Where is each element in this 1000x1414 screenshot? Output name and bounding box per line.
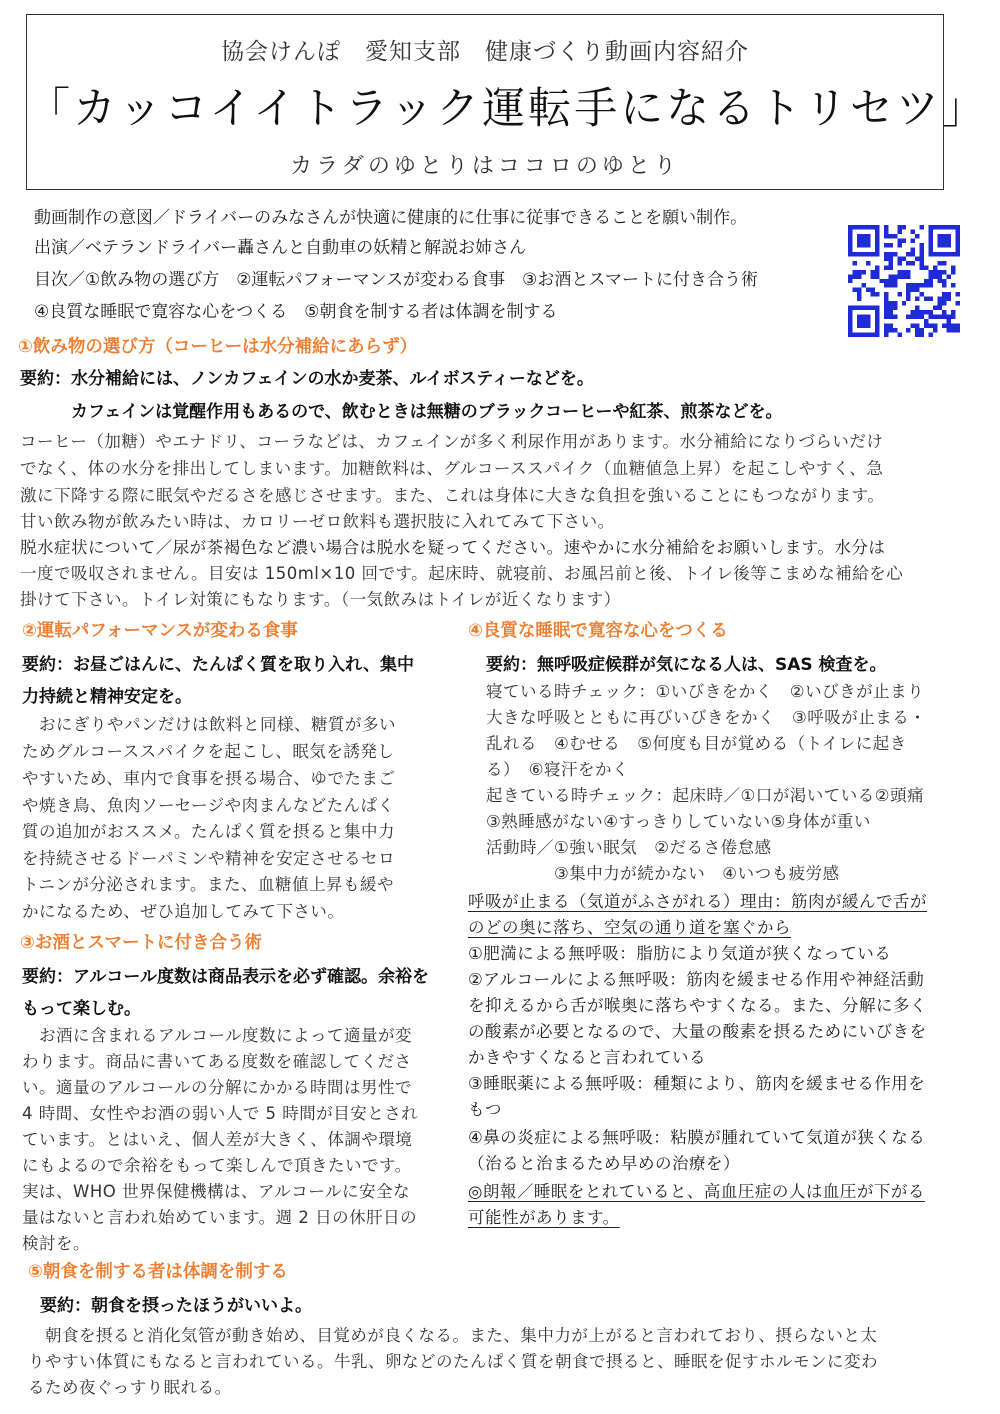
section4-reason-line: のどの奥に落ち、空気の通り道を塞ぐから: [468, 918, 791, 937]
section4-cause-line: を抑えるから舌が喉奥に落ちやすくなる。また、分解に多く: [468, 996, 927, 1015]
section4-summary: 要約：無呼吸症候群が気になる人は、SAS 検査を。: [486, 655, 887, 675]
section4-check-line: 寝ている時チェック：①いびきをかく ②いびきが止まり: [486, 682, 925, 701]
section5-body-line: りやすい体質にもなると言われている。牛乳、卵などのたんぱく質を朝食で摂ると、睡眠を促すホルモンに変わ: [28, 1352, 878, 1371]
section1-body-line: 甘い飲み物が飲みたい時は、カロリーゼロ飲料も選択肢に入れてみて下さい。: [20, 512, 615, 531]
section4-heading: ④良質な睡眠で寛容な心をつくる: [468, 621, 728, 641]
section4-news-line: 可能性があります。: [468, 1208, 620, 1227]
section2-summary-1: 要約：お昼ごはんに、たんぱく質を取り入れ、集中: [22, 655, 415, 675]
section5-body-line: るため夜ぐっすり眠れる。: [28, 1378, 232, 1397]
page-title: 「カッコイイトラック運転手になるトリセツ」: [27, 84, 988, 134]
qr-code-icon[interactable]: [848, 225, 960, 337]
section4-cause-line: ④鼻の炎症による無呼吸：粘膜が腫れていて気道が狭くなる: [468, 1128, 926, 1147]
section4-check-line: ③集中力が続かない ④いつも疲労感: [486, 864, 840, 883]
section1-body-line: 激に下降する際に眠気やだるさを感じさせます。また、これは身体に大きな負担を強いることにもつながります。: [20, 486, 885, 505]
section4-check-line: ③熟睡感がない④すっきりしていない⑤身体が重い: [486, 812, 871, 831]
section1-body-line: 脱水症状について／尿が茶褐色など濃い場合は脱水を疑ってください。速やかに水分補給をお願いします。水分は: [20, 538, 886, 557]
section4-check-line: る） ⑥寝汗をかく: [486, 760, 630, 779]
intro-cast: 出演／ベテランドライバー轟さんと自動車の妖精と解説お姉さん: [34, 238, 527, 258]
section4-check-line: 大きな呼吸とともに再びいびきをかく ③呼吸が止まる・: [486, 708, 927, 727]
section4-cause-line: ①肥満による無呼吸：脂肪により気道が狭くなっている: [468, 944, 892, 963]
intro-purpose: 動画制作の意図／ドライバーのみなさんが快適に健康的に仕事に従事できることを願い制作。: [34, 208, 748, 228]
section2-body-line: トニンが分泌されます。また、血糖値上昇も緩や: [22, 875, 395, 894]
section4-cause-line: ③睡眠薬による無呼吸：種類により、筋肉を緩ませる作用を: [468, 1074, 926, 1093]
section2-body-line: かになるため、ぜひ追加してみて下さい。: [22, 902, 345, 921]
organization-line: 協会けんぽ 愛知支部 健康づくり動画内容紹介: [221, 39, 749, 65]
section4-check-line: 乱れる ④むせる ⑤何度も目が覚める（トイレに起き: [486, 734, 907, 753]
intro-toc-2: ④良質な睡眠で寛容な心をつくる ⑤朝食を制する者は体調を制する: [34, 302, 558, 322]
section3-body-line: 検討を。: [22, 1234, 90, 1253]
section4-cause-line: ②アルコールによる無呼吸：筋肉を緩ませる作用や神経活動: [468, 970, 925, 989]
section1-body-line: でなく、体の水分を排出してしまいます。加糖飲料は、グルコーススパイク（血糖値急上昇）を起こしやすく、急: [20, 459, 884, 478]
section4-check-line: 活動時／①強い眠気 ②だるさ倦怠感: [486, 838, 772, 857]
section3-body-line: 実は、WHO 世界保健機構は、アルコールに安全な: [22, 1182, 410, 1201]
section2-body-line: 質の追加がおススメ。たんぱく質を摂ると集中力: [22, 822, 396, 841]
section3-body-line: お酒に含まれるアルコール度数によって適量が変: [22, 1026, 413, 1045]
section4-cause-line: の酸素が必要となるので、大量の酸素を摂るためにいびきを: [468, 1022, 927, 1041]
section4-cause-line: もつ: [468, 1100, 502, 1119]
page-subtitle: カラダのゆとりはココロのゆとり: [290, 154, 680, 179]
section3-body-line: い。適量のアルコールの分解にかかる時間は男性で: [22, 1078, 413, 1097]
section2-body-line: を持続させるドーパミンや精神を安定させるセロ: [22, 849, 396, 868]
section3-summary-2: もって楽しむ。: [22, 999, 141, 1019]
section1-summary-2: カフェインは覚醒作用もあるので、飲むときは無糖のブラックコーヒーや紅茶、煎茶などを。: [20, 402, 783, 422]
section2-body-line: おにぎりやパンだけは飲料と同様、糖質が多い: [22, 715, 396, 734]
section4-news-line: ◎朗報／睡眠をとれていると、高血圧症の人は血圧が下がる: [468, 1182, 925, 1201]
section3-body-line: わります。商品に書いてある度数を確認してくださ: [22, 1052, 412, 1071]
section2-body-line: や焼き鳥、魚肉ソーセージや肉まんなどたんぱく: [22, 796, 395, 815]
section3-heading: ③お酒とスマートに付き合う術: [20, 933, 262, 953]
section3-summary-1: 要約：アルコール度数は商品表示を必ず確認。余裕を: [22, 967, 429, 987]
section1-summary-1: 要約：水分補給には、ノンカフェインの水か麦茶、ルイボスティーなどを。: [20, 369, 594, 389]
section5-body-line: 朝食を摂ると消化気管が動き始め、目覚めが良くなる。また、集中力が上がると言われており、摂らないと太: [28, 1326, 878, 1345]
section4-reason-line: 呼吸が止まる（気道がふさがれる）理由：筋肉が緩んで舌が: [468, 892, 927, 911]
section1-body-line: 掛けて下さい。トイレ対策にもなります。（一気飲みはトイレが近くなります）: [20, 590, 621, 609]
section3-body-line: ています。とはいえ、個人差が大きく、体調や環境: [22, 1130, 413, 1149]
section3-body-line: 4 時間、女性やお酒の弱い人で 5 時間が目安とされ: [22, 1104, 419, 1123]
section4-cause-line: （治ると治まるため早めの治療を）: [468, 1154, 740, 1173]
section5-summary: 要約：朝食を摂ったほうがいいよ。: [40, 1296, 312, 1316]
section4-check-line: 起きている時チェック：起床時／①口が渇いている②頭痛: [486, 786, 925, 805]
section1-heading: ①飲み物の選び方（コーヒーは水分補給にあらず）: [18, 337, 418, 357]
section1-body-line: コーヒー（加糖）やエナドリ、コーラなどは、カフェインが多く利尿作用があります。水分補給になりづらいだけ: [20, 432, 884, 451]
section2-body-line: ためグルコーススパイクを起こし、眠気を誘発し: [22, 742, 395, 761]
section4-cause-line: かきやすくなると言われている: [468, 1048, 706, 1067]
section3-body-line: 量はないと言われ始めています。週 2 日の休肝日の: [22, 1208, 418, 1227]
section5-heading: ⑤朝食を制する者は体調を制する: [28, 1262, 288, 1282]
section1-body-line: 一度で吸収されません。目安は 150ml×10 回です。起床時、就寝前、お風呂前と後、トイレ後等こまめな補給を心: [20, 564, 904, 583]
section2-body-line: やすいため、車内で食事を摂る場合、ゆでたまご: [22, 769, 396, 788]
section2-summary-2: 力持続と精神安定を。: [22, 687, 192, 707]
section2-heading: ②運転パフォーマンスが変わる食事: [22, 621, 298, 641]
intro-toc-1: 目次／①飲み物の選び方 ②運転パフォーマンスが変わる食事 ③お酒とスマートに付き合う術: [34, 270, 759, 290]
section3-body-line: にもよるので余裕をもって楽しんで頂きたいです。: [22, 1156, 412, 1175]
header-box: [26, 14, 988, 190]
